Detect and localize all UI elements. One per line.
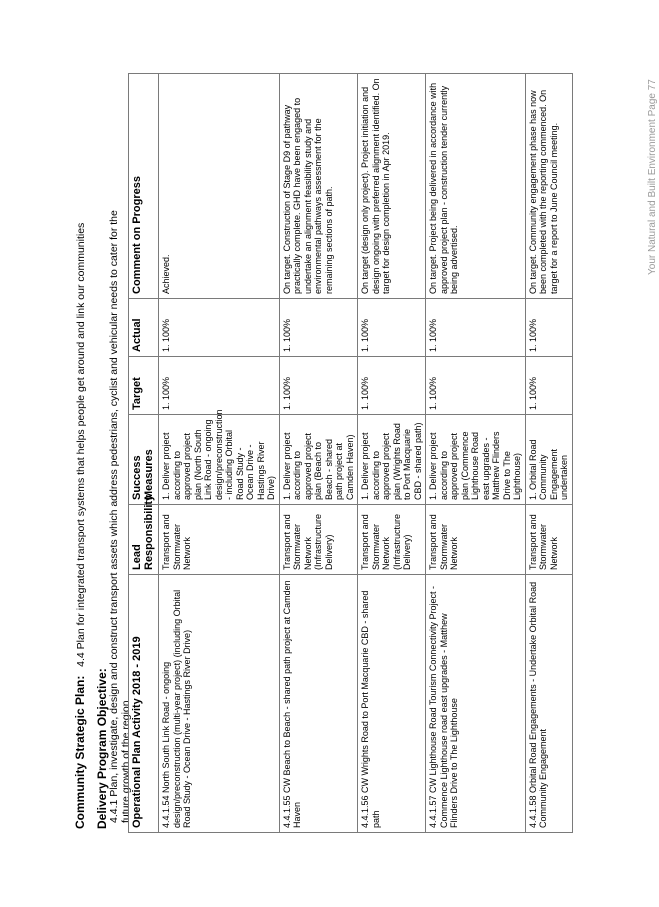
cell-actual: 1. 100% bbox=[358, 299, 426, 357]
cell-comment: On target. Construction of Stage D9 of pathway practically complete. GHD have been engaged to undertake an alignment feasibility study and environmental pathways assessment for the remaining sections of path. bbox=[279, 74, 358, 299]
cell-success: 1. Deliver project according to approved project plan (Commence Lighthouse Road east upgrades - Matthew Flinders Drive to The Lighthouse) bbox=[426, 415, 526, 505]
header-activity: Operational Plan Activity 2018 - 2019 bbox=[129, 575, 159, 833]
cell-success: 1. Deliver project according to approved project plan (Wrights Road to Port Macquarie CBD - shared path) bbox=[358, 415, 426, 505]
cell-activity: 4.4.1.56 CW Wrights Road to Port Macquarie CBD - shared path bbox=[358, 575, 426, 833]
cell-success: 1. Deliver project according to approved project plan (North South Link Road - ongoing design/preconstruction - including Orbital Road Study - Ocean Drive - Hastings River Drive) bbox=[159, 415, 280, 505]
cell-lead: Transport and Stormwater Network (Infrastructure Delivery) bbox=[358, 505, 426, 575]
strategic-plan-value: 4.4 Plan for integrated transport systems that helps people get around and link our communities bbox=[75, 222, 87, 667]
cell-actual: 1. 100% bbox=[426, 299, 526, 357]
table-row bbox=[159, 74, 280, 833]
cell-comment: On target. Project being delivered in accordance with approved project plan - construction tender currently being advertised. bbox=[426, 74, 526, 299]
cell-actual: 1. 100% bbox=[525, 299, 572, 357]
cell-target: 1. 100% bbox=[159, 357, 280, 415]
cell-success: 1. Orbital Road Community Engagement undertaken bbox=[525, 415, 572, 505]
cell-activity: 4.4.1.55 CW Beach to Beach - shared path project at Camden Haven bbox=[279, 575, 358, 833]
objective-value: 4.4.1 Plan, investigate, design and construct transport assets which address pedestrians, cyclist and vehicular needs to cater for the future growth of the region bbox=[108, 210, 132, 823]
objective-label: Delivery Program Objective: bbox=[95, 668, 109, 829]
cell-target: 1. 100% bbox=[358, 357, 426, 415]
table-row bbox=[279, 74, 358, 833]
cell-target: 1. 100% bbox=[525, 357, 572, 415]
cell-lead: Transport and Stormwater Network bbox=[525, 505, 572, 575]
header-comment: Comment on Progress bbox=[129, 74, 159, 299]
header-actual: Actual bbox=[129, 299, 159, 357]
cell-comment: On target. Community engagement phase has now been completed with the reporting commenced. On target for a report to June Council meeting. bbox=[525, 74, 572, 299]
cell-comment: On target (design only project). Project initiation and design ongoing with preferred alignment identified. On target for design completion in Apr 2019. bbox=[358, 74, 426, 299]
cell-actual: 1. 100% bbox=[159, 299, 280, 357]
cell-success: 1. Deliver project according to approved project plan (Beach to Beach - shared path project at Camden Haven) bbox=[279, 415, 358, 505]
operational-plan-table bbox=[128, 73, 573, 833]
header-lead: Lead Responsibility bbox=[129, 505, 159, 575]
table-header-row bbox=[129, 74, 159, 833]
cell-activity: 4.4.1.58 Orbital Road Engagements - Undertake Orbital Road Community Engagement bbox=[525, 575, 572, 833]
cell-target: 1. 100% bbox=[279, 357, 358, 415]
cell-activity: 4.4.1.54 North South Link Road - ongoing design/preconstruction (multi-year project) (including Orbital Road Study - Ocean Drive - Hastings River Drive) bbox=[159, 575, 280, 833]
strategic-plan-line bbox=[74, 223, 87, 829]
cell-lead: Transport and Stormwater Network (Infrastructure Delivery) bbox=[279, 505, 358, 575]
strategic-plan-label: Community Strategic Plan: bbox=[73, 675, 87, 829]
cell-lead: Transport and Stormwater Network bbox=[159, 505, 280, 575]
header-target: Target bbox=[129, 357, 159, 415]
cell-comment: Achieved. bbox=[159, 74, 280, 299]
header-success: Success Measures bbox=[129, 415, 159, 505]
page-footer: Your Natural and Built Environment Page 77 bbox=[647, 79, 658, 275]
table-row bbox=[426, 74, 526, 833]
table-row bbox=[358, 74, 426, 833]
cell-actual: 1. 100% bbox=[279, 299, 358, 357]
objective-line bbox=[96, 69, 132, 829]
table-row bbox=[525, 74, 572, 833]
cell-target: 1. 100% bbox=[426, 357, 526, 415]
cell-activity: 4.4.1.57 CW Lighthouse Road Tourism Connectivity Project - Commence Lighthouse road east upgrades - Matthew Flinders Drive to The Lighthouse bbox=[426, 575, 526, 833]
cell-lead: Transport and Stormwater Network bbox=[426, 505, 526, 575]
